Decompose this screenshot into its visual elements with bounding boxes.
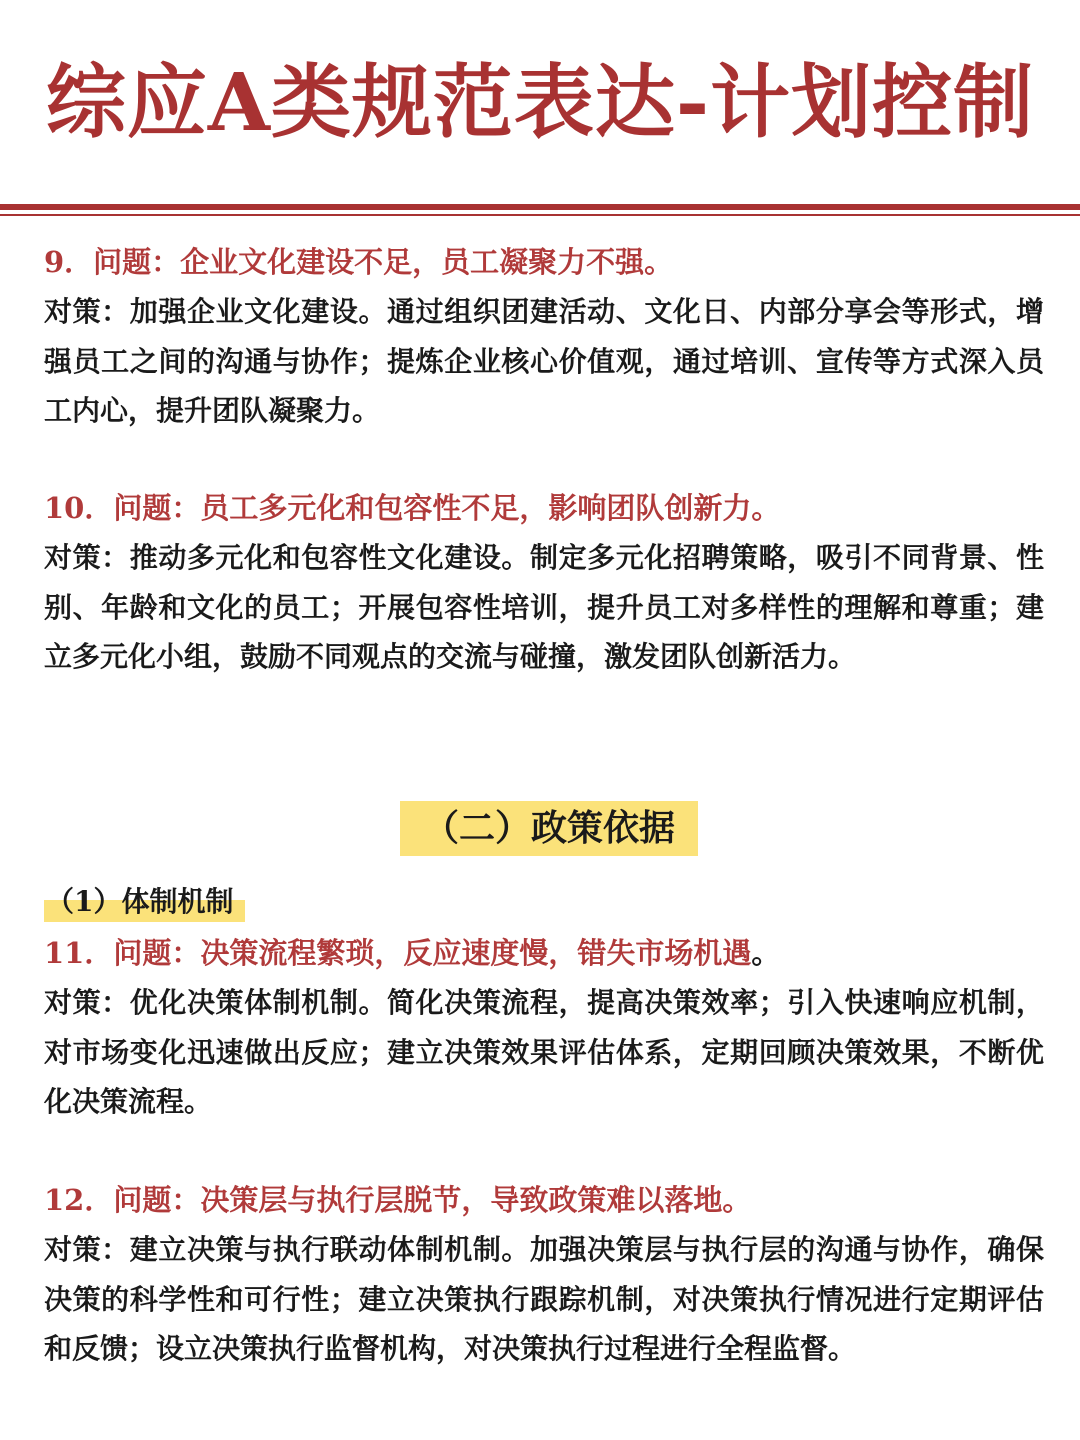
question-heading <box>44 928 1044 978</box>
section-heading: （二）政策依据 <box>400 801 698 856</box>
question-text: 11．问题：决策流程繁琐，反应速度慢，错失市场机遇 <box>44 936 752 970</box>
qa-item-9 <box>44 237 1044 436</box>
question-text: 9．问题：企业文化建设不足，员工凝聚力不强。 <box>44 245 674 279</box>
question-text: 12．问题：决策层与执行层脱节，导致政策难以落地。 <box>44 1183 752 1217</box>
title-divider-thick <box>0 204 1080 210</box>
question-end: 。 <box>751 936 781 970</box>
answer-text: 对策：优化决策体制机制。简化决策流程，提高决策效率；引入快速响应机制，对市场变化迅速做出反应；建立决策效果评估体系，定期回顾决策效果，不断优化决策流程。 <box>44 986 1044 1118</box>
qa-item-12 <box>44 1175 1044 1374</box>
qa-item-11 <box>44 928 1044 1127</box>
question-heading <box>44 1175 1044 1225</box>
answer-text: 对策：建立决策与执行联动体制机制。加强决策层与执行层的沟通与协作，确保决策的科学性和可行性；建立决策执行跟踪机制，对决策执行情况进行定期评估和反馈；设立决策执行监督机构，对决策执行过程进行全程监督。 <box>44 1233 1044 1365</box>
question-heading <box>44 483 1044 533</box>
answer-text: 对策：加强企业文化建设。通过组织团建活动、文化日、内部分享会等形式，增强员工之间的沟通与协作；提炼企业核心价值观，通过培训、宣传等方式深入员工内心，提升团队凝聚力。 <box>44 295 1044 427</box>
question-text: 10．问题：员工多元化和包容性不足，影响团队创新力。 <box>44 491 781 525</box>
qa-item-10 <box>44 483 1044 682</box>
sub-heading: （1）体制机制 <box>44 882 245 922</box>
answer-text: 对策：推动多元化和包容性文化建设。制定多元化招聘策略，吸引不同背景、性别、年龄和文化的员工；开展包容性培训，提升员工对多样性的理解和尊重；建立多元化小组，鼓励不同观点的交流与碰撞，激发团队创新活力。 <box>44 541 1044 673</box>
page-title: 综应A类规范表达-计划控制 <box>45 55 1035 149</box>
title-divider-thin <box>0 214 1080 216</box>
question-heading <box>44 237 1044 287</box>
